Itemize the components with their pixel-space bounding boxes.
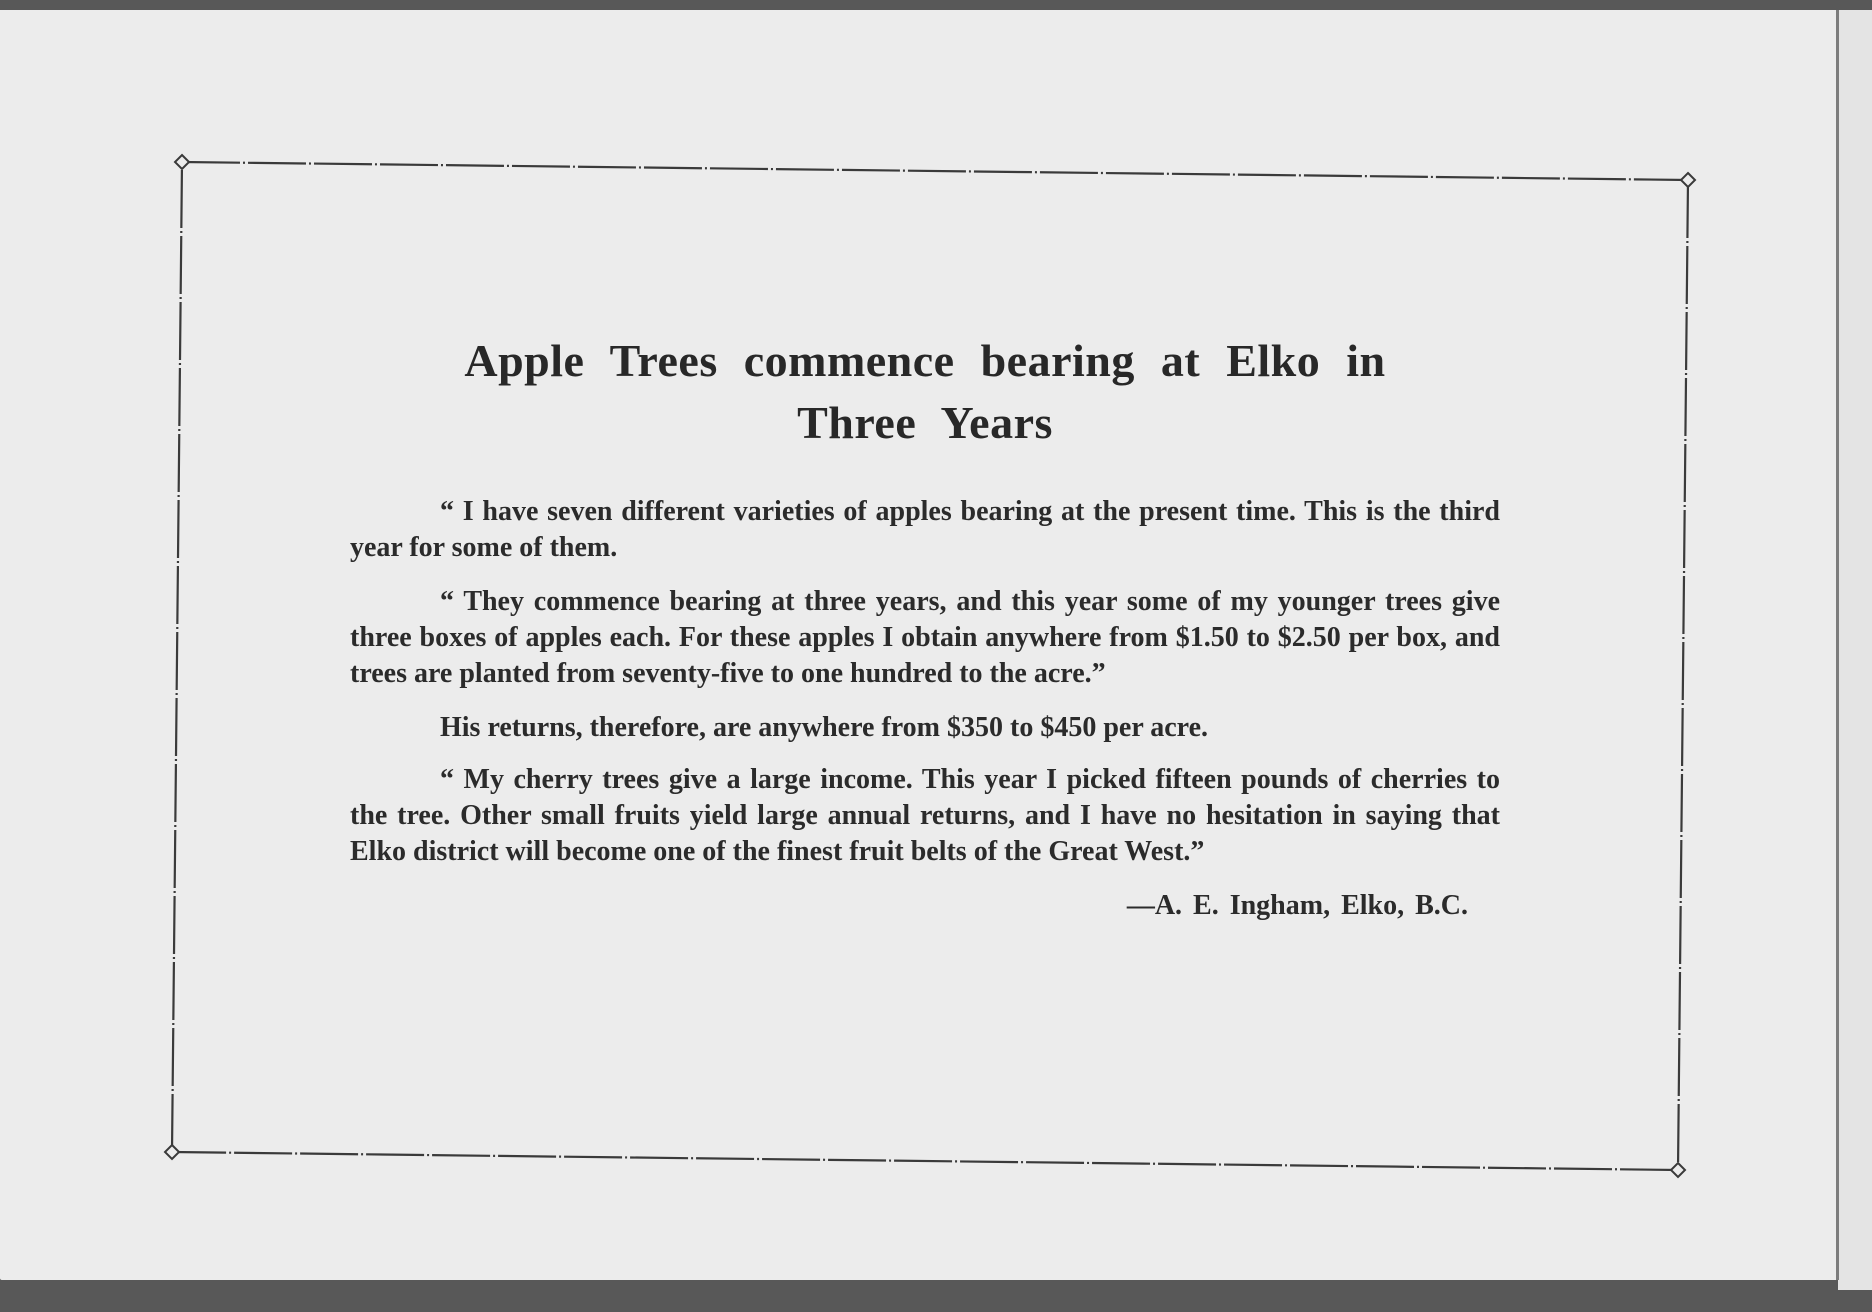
corner-ornament-bottom-right [1671, 1163, 1685, 1177]
corner-ornament-top-left [175, 155, 189, 169]
paragraph-2: “ They commence bearing at three years, and this year some of my younger trees give three boxes of apples each. For these apples I obtain anywhere from $1.50 to $2.50 per box, and trees are planted from seventy-five to one hundred to the acre.” [350, 586, 1500, 689]
page-title [350, 330, 1500, 454]
attribution: —A. E. Ingham, Elko, B.C. [1126, 890, 1468, 921]
body-text [350, 494, 1500, 870]
corner-ornament-top-right [1681, 173, 1695, 187]
article [350, 330, 1500, 924]
title-line-2: Three Years [797, 397, 1053, 448]
paragraph-3: His returns, therefore, are anywhere from $350 to $450 per acre. [440, 712, 1209, 743]
title-line-1: Apple Trees commence bearing at Elko in [464, 335, 1386, 386]
paragraph-1: “ I have seven different varieties of apples bearing at the present time. This is the third year for some of them. [350, 496, 1500, 563]
paragraph-4: “ My cherry trees give a large income. This year I picked fifteen pounds of cherries to the tree. Other small fruits yield large annual returns, and I have no hesitation in saying that Elko district will become one of the finest fruit belts of the Great West.” [350, 764, 1500, 867]
corner-ornament-bottom-left [165, 1145, 179, 1159]
